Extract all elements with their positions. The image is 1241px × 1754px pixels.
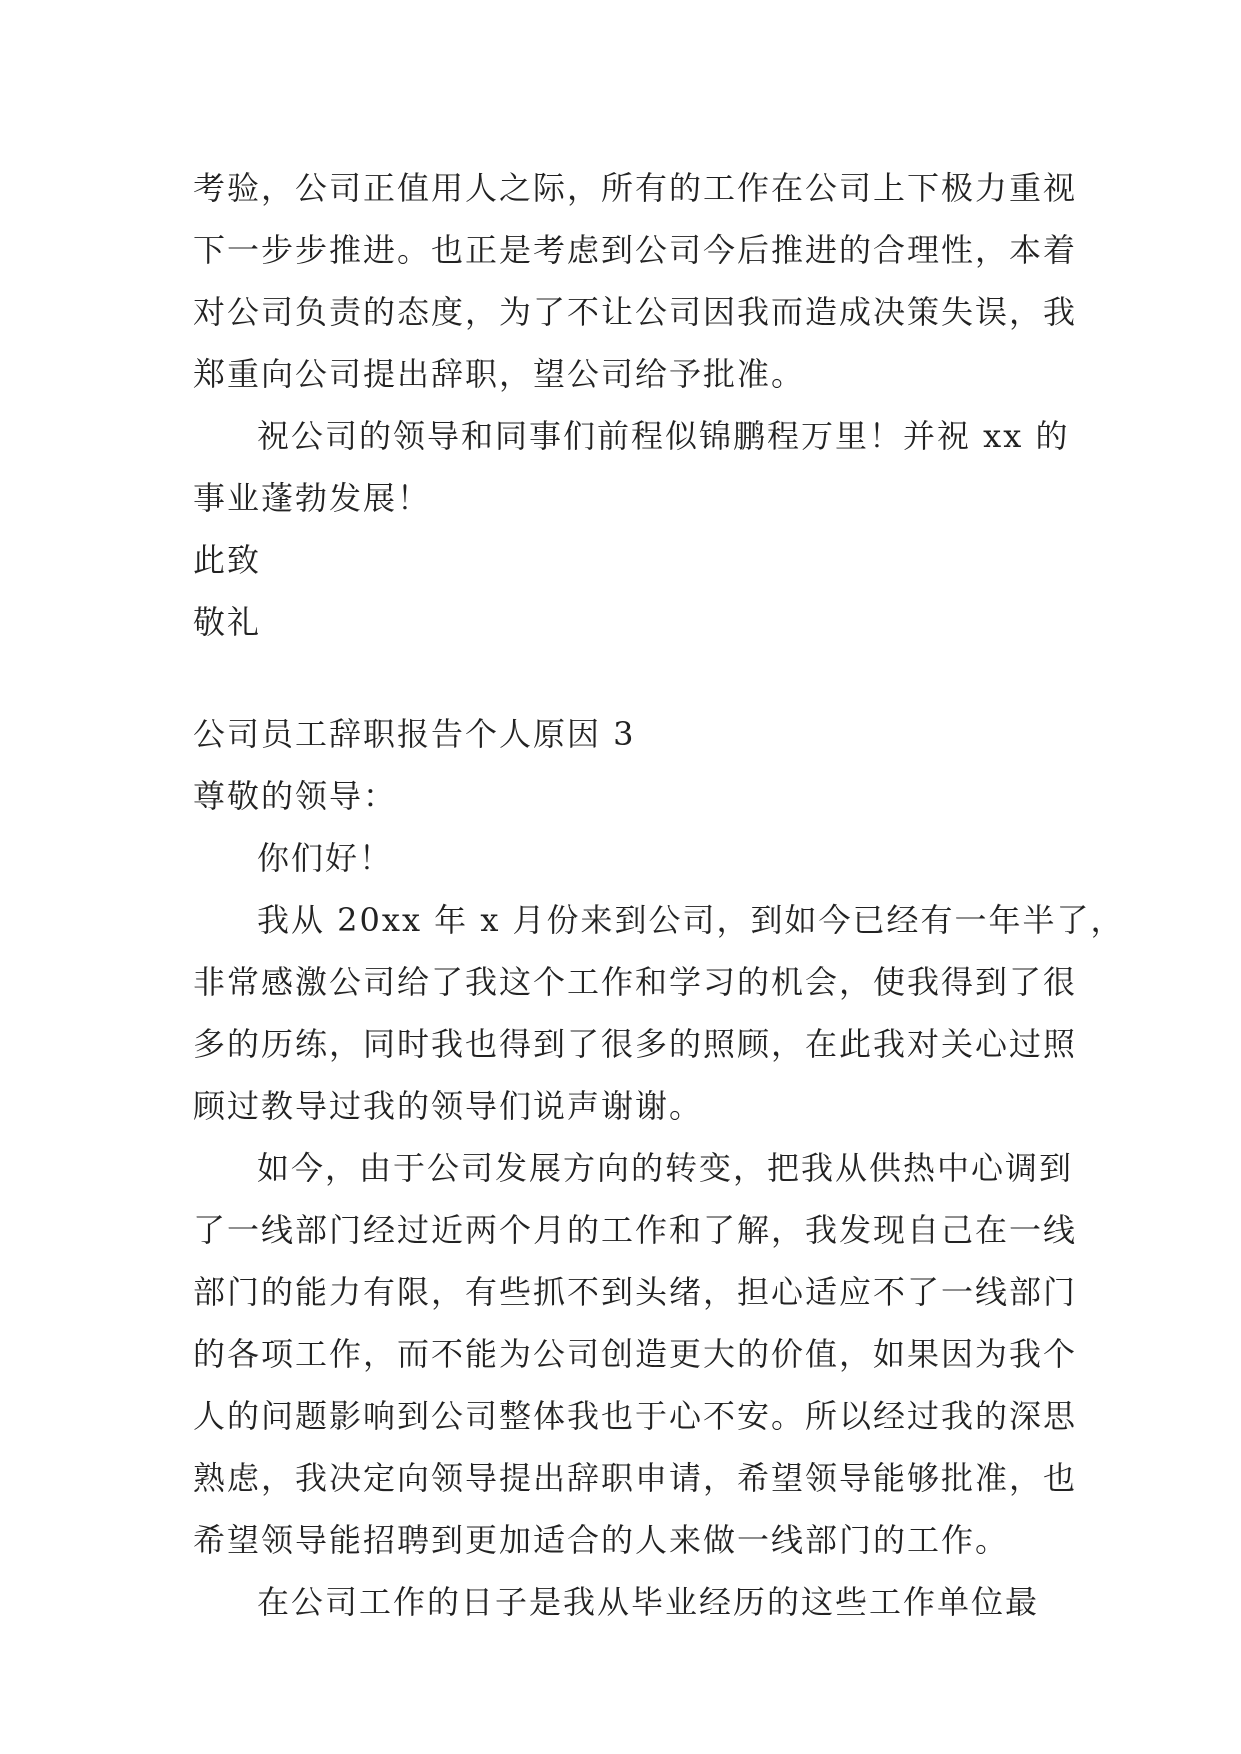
paragraph-line: 如今，由于公司发展方向的转变，把我从供热中心调到 (257, 1149, 1074, 1187)
paragraph-line: 对公司负责的态度，为了不让公司因我而造成决策失误，我 (193, 293, 1078, 331)
greeting: 你们好！ (257, 839, 394, 877)
paragraph-line: 事业蓬勃发展！ (193, 479, 432, 517)
closing-salutation: 此致 (193, 541, 262, 579)
paragraph-line: 下一步步推进。也正是考虑到公司今后推进的合理性，本着 (193, 231, 1078, 269)
paragraph-line: 的各项工作，而不能为公司创造更大的价值，如果因为我个 (193, 1335, 1078, 1373)
paragraph-line: 在公司工作的日子是我从毕业经历的这些工作单位最 (257, 1583, 1040, 1621)
paragraph-line: 考验，公司正值用人之际，所有的工作在公司上下极力重视 (193, 169, 1078, 207)
section-title: 公司员工辞职报告个人原因 3 (193, 715, 636, 753)
paragraph-line: 部门的能力有限，有些抓不到头绪，担心适应不了一线部门 (193, 1273, 1078, 1311)
paragraph-line: 非常感激公司给了我这个工作和学习的机会，使我得到了很 (193, 963, 1078, 1001)
paragraph-line: 我从 20xx 年 x 月份来到公司，到如今已经有一年半了， (257, 901, 1125, 939)
paragraph-line: 人的问题影响到公司整体我也于心不安。所以经过我的深思 (193, 1397, 1078, 1435)
paragraph-line: 熟虑，我决定向领导提出辞职申请，希望领导能够批准，也 (193, 1459, 1078, 1497)
paragraph-line: 郑重向公司提出辞职，望公司给予批准。 (193, 355, 806, 393)
paragraph-line: 祝公司的领导和同事们前程似锦鹏程万里！并祝 xx 的 (257, 417, 1070, 455)
paragraph-line: 顾过教导过我的领导们说声谢谢。 (193, 1087, 704, 1125)
paragraph-line: 了一线部门经过近两个月的工作和了解，我发现自己在一线 (193, 1211, 1078, 1249)
paragraph-line: 多的历练，同时我也得到了很多的照顾，在此我对关心过照 (193, 1025, 1078, 1063)
paragraph-line: 希望领导能招聘到更加适合的人来做一线部门的工作。 (193, 1521, 1010, 1559)
closing-salutation: 敬礼 (193, 603, 262, 641)
salutation: 尊敬的领导： (193, 777, 398, 815)
